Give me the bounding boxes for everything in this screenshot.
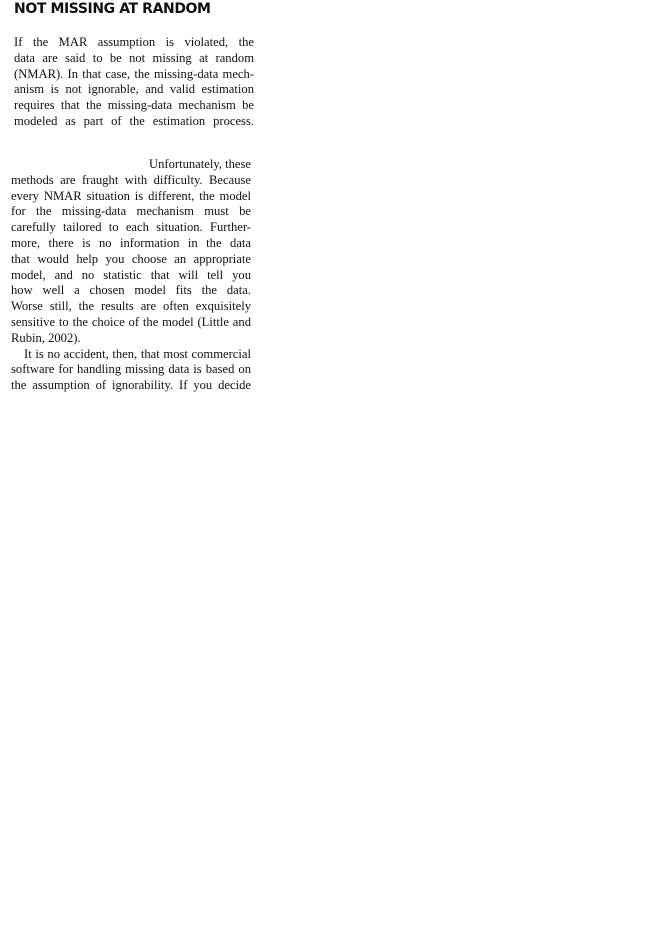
text-line: data are said to be not missing at random [14, 50, 254, 65]
text-line: more, there is no information in the data [11, 235, 251, 250]
text-line: every NMAR situation is different, the model [11, 188, 251, 203]
text-line: modeled as part of the estimation process. [14, 113, 254, 128]
text-line: for the missing-data mechanism must be [11, 204, 251, 219]
text-line: Rubin, 2002). [11, 330, 81, 345]
text-line: (NMAR). In that case, the missing-data mech- [14, 66, 254, 81]
text-line: the assumption of ignorability. If you decide [11, 378, 251, 393]
text-line: Worse still, the results are often exquisitely [11, 299, 251, 314]
text-line: It is no accident, then, that most commercial [24, 346, 251, 361]
text-line: If the MAR assumption is violated, the [14, 35, 254, 49]
text-line: methods are fraught with difficulty. Because [11, 172, 251, 187]
text-line: software for handling missing data is based on [11, 362, 251, 377]
text-line: requires that the missing-data mechanism be [14, 98, 254, 113]
text-line: sensitive to the choice of the model (Little and [11, 314, 251, 329]
paragraph-nmar-difficulty [11, 157, 251, 403]
text-line: model, and no statistic that will tell you [11, 267, 251, 282]
section-heading: NOT MISSING AT RANDOM [14, 1, 211, 17]
paragraph-nmar-definition [14, 35, 254, 135]
text-line: that would help you choose an appropriate [11, 251, 251, 266]
text-line: anism is not ignorable, and valid estimation [14, 82, 254, 97]
text-line: carefully tailored to each situation. Further- [11, 220, 251, 235]
text-line: Unfortunately, these [149, 157, 251, 171]
text-line: how well a chosen model fits the data. [11, 283, 251, 298]
